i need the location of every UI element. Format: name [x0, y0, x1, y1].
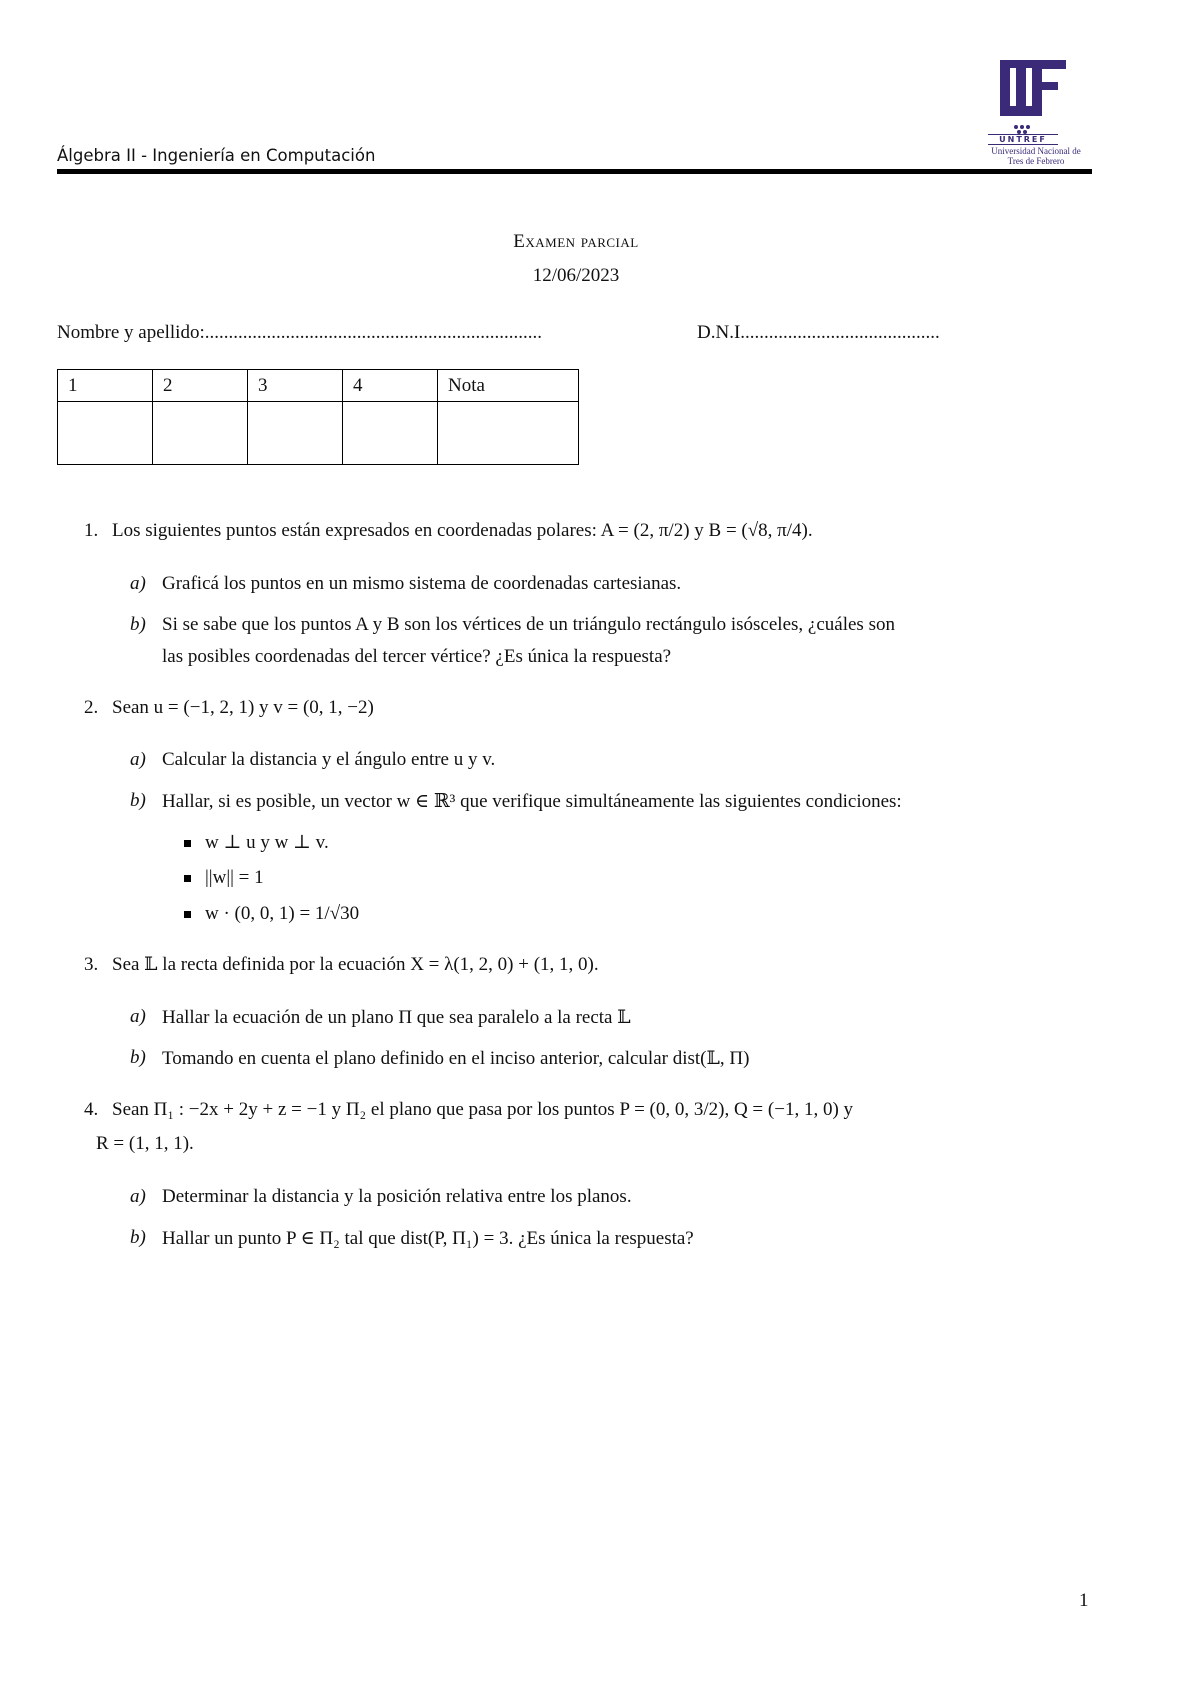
name-field[interactable]: Nombre y apellido:....................................................................... — [57, 322, 542, 343]
q1-b-text: Si se sabe que los puntos A y B son los vértices de un triángulo rectángulo isósceles, ¿cuáles son — [162, 614, 895, 635]
q3-a-label: a) — [130, 1006, 146, 1027]
bullet-icon — [184, 875, 191, 882]
question-4-text: Sean Π₁ : −2x + 2y + z = −1 y Π₂ el plano que pasa por los puntos P = (0, 0, 3/2), Q = (−1, 1, 0) y — [112, 1099, 854, 1120]
logo-line-2: Tres de Febrero — [1007, 156, 1065, 166]
question-1-text: Los siguientes puntos están expresados en coordenadas polares: A = (2, π/2) y B = (√8, π/4). — [112, 520, 813, 541]
q4-a-text: Determinar la distancia y la posición relativa entre los planos. — [162, 1186, 632, 1207]
grade-cell-3[interactable] — [248, 402, 343, 465]
q2-b-text: Hallar, si es posible, un vector w ∈ ℝ³ que verifique simultáneamente las siguientes condiciones: — [162, 791, 902, 812]
q1-a-text: Graficá los puntos en un mismo sistema de coordenadas cartesianas. — [162, 573, 682, 594]
question-3-number: 3. — [84, 954, 99, 975]
q4-b-label: b) — [130, 1227, 146, 1248]
grade-table — [57, 369, 579, 465]
q2-bullet-2 — [184, 867, 264, 889]
q1-b-text-2: las posibles coordenadas del tercer vértice? ¿Es única la respuesta? — [162, 646, 672, 667]
q2-bullet-3-text: w · (0, 0, 1) = 1/√30 — [205, 903, 360, 924]
logo-line-1: Universidad Nacional de — [991, 146, 1081, 156]
question-4-number: 4. — [84, 1099, 99, 1120]
q3-b-text: Tomando en cuenta el plano definido en el inciso anterior, calcular dist(𝕃, Π) — [162, 1048, 750, 1069]
question-1-number: 1. — [84, 520, 99, 541]
page-number: 1 — [1079, 1590, 1089, 1611]
q2-bullet-1-text: w ⊥ u y w ⊥ v. — [205, 832, 329, 853]
question-2-text: Sean u = (−1, 2, 1) y v = (0, 1, −2) — [112, 697, 374, 718]
q1-b-label: b) — [130, 614, 146, 635]
dni-field[interactable]: D.N.I.......................................... — [697, 322, 940, 343]
logo-acronym: UNTREF — [988, 134, 1058, 145]
bullet-icon — [184, 840, 191, 847]
grade-header-1: 1 — [58, 370, 153, 402]
university-logo — [970, 54, 1102, 166]
q1-a-label: a) — [130, 573, 146, 594]
grade-cell-nota[interactable] — [438, 402, 579, 465]
q2-b-label: b) — [130, 790, 146, 811]
grade-cell-2[interactable] — [153, 402, 248, 465]
q2-a-text: Calcular la distancia y el ángulo entre u y v. — [162, 749, 496, 770]
question-2-number: 2. — [84, 697, 99, 718]
q4-b-text: Hallar un punto P ∈ Π₂ tal que dist(P, Π₁) = 3. ¿Es única la respuesta? — [162, 1228, 694, 1249]
grade-header-nota: Nota — [438, 370, 579, 402]
question-3-text: Sea 𝕃 la recta definida por la ecuación X = λ(1, 2, 0) + (1, 1, 0). — [112, 954, 599, 975]
grade-header-3: 3 — [248, 370, 343, 402]
q2-bullet-2-text: ||w|| = 1 — [205, 867, 264, 888]
grade-cell-1[interactable] — [58, 402, 153, 465]
header-rule — [57, 169, 1092, 174]
question-4-text-2: R = (1, 1, 1). — [96, 1133, 194, 1154]
bullet-icon — [184, 911, 191, 918]
exam-title: Examen parcial — [513, 231, 639, 252]
q2-bullet-3 — [184, 903, 359, 925]
q2-bullet-1 — [184, 831, 329, 854]
course-title: Álgebra II - Ingeniería en Computación — [57, 146, 376, 165]
q4-a-label: a) — [130, 1186, 146, 1207]
q3-b-label: b) — [130, 1047, 146, 1068]
exam-date: 12/06/2023 — [532, 265, 620, 286]
q2-a-label: a) — [130, 749, 146, 770]
grade-cell-4[interactable] — [343, 402, 438, 465]
grade-header-4: 4 — [343, 370, 438, 402]
q3-a-text: Hallar la ecuación de un plano Π que sea paralelo a la recta 𝕃 — [162, 1007, 631, 1028]
grade-header-2: 2 — [153, 370, 248, 402]
